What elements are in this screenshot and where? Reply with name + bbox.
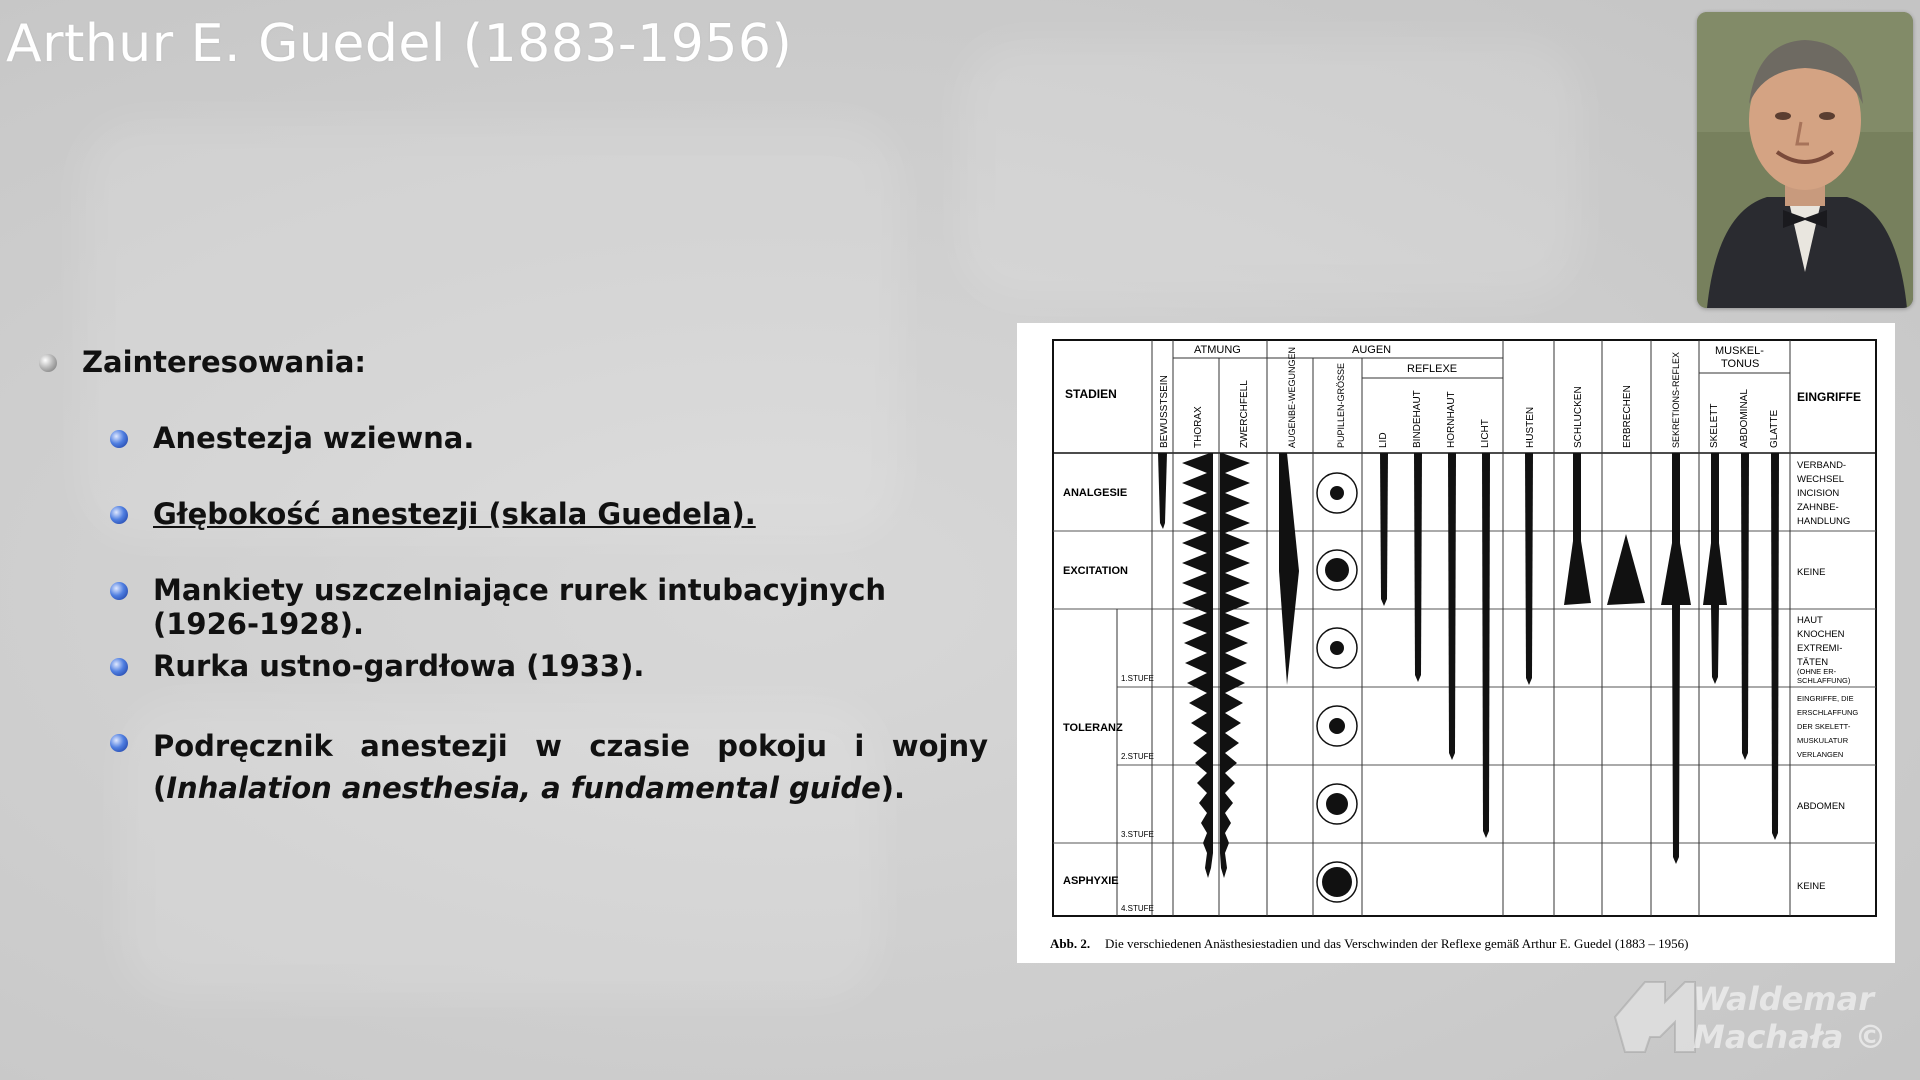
list-item-text: Podręcznik anestezji w czasie pokoju i wojny ( (153, 729, 988, 805)
bullet-icon (110, 582, 128, 600)
guedel-chart (1017, 323, 1895, 963)
licht-bar (1482, 453, 1490, 838)
col-glatte: GLATTE (1769, 409, 1780, 448)
col-thorax: THORAX (1193, 406, 1204, 448)
stage-asphyxie: ASPHYXIE (1063, 875, 1119, 887)
col-skelett: SKELETT (1709, 403, 1720, 448)
header-eingriffe: EINGRIFFE (1797, 390, 1862, 404)
stage-analgesie: ANALGESIE (1063, 487, 1128, 499)
list-item (153, 725, 988, 809)
eingriffe-r4-l1: EINGRIFFE, DIE (1797, 694, 1854, 703)
header-atmung: ATMUNG (1194, 344, 1241, 356)
bullet-icon (110, 506, 128, 524)
watermark-line-2: Machała © (1693, 1018, 1887, 1056)
eingriffe-r6: KEINE (1797, 881, 1826, 892)
eingriffe-r4-l5: VERLANGEN (1797, 750, 1844, 759)
col-pupillengroesse: PUPILLEN-GRÖSSE (1336, 362, 1346, 448)
eingriffe-r5: ABDOMEN (1797, 801, 1846, 812)
sekretionsreflex-bar (1661, 453, 1691, 864)
abdominal-bar (1741, 453, 1749, 760)
eingriffe-r1-l3: INCISION (1797, 488, 1840, 499)
eingriffe-r1-l1: VERBAND- (1797, 460, 1847, 471)
list-heading: Zainteresowania: (82, 345, 366, 379)
col-abdominal: ABDOMINAL (1739, 389, 1750, 448)
stage-toleranz: TOLERANZ (1063, 722, 1123, 734)
col-bewusstsein: BEWUSSTSEIN (1159, 375, 1170, 448)
eingriffe-r3-l3: EXTREMI- (1797, 643, 1843, 654)
col-husten: HUSTEN (1525, 406, 1536, 448)
col-licht: LICHT (1480, 419, 1491, 448)
col-sekretionsreflex: SEKRETIONS-REFLEX (1671, 351, 1681, 448)
portrait-drawing (1697, 12, 1913, 308)
header-muskeltonus-2: TONUS (1721, 358, 1760, 370)
eingriffe-r4-l3: DER SKELETT- (1797, 722, 1851, 731)
bewusstsein-bar (1158, 453, 1167, 529)
background-blur (960, 40, 1580, 300)
eingriffe-r3-l6: SCHLAFFUNG) (1797, 676, 1851, 685)
glatte-bar (1771, 453, 1779, 840)
col-erbrechen: ERBRECHEN (1622, 385, 1633, 448)
list-item: Rurka ustno-gardłowa (1933). (153, 649, 645, 683)
eingriffe-r3-l5: (OHNE ER- (1797, 667, 1837, 676)
guedel-stages-figure (1017, 323, 1895, 963)
bullet-icon (110, 658, 128, 676)
husten-bar (1525, 453, 1533, 685)
eingriffe-r1-l4: ZAHNBE- (1797, 502, 1839, 513)
bullet-icon (39, 354, 57, 372)
eingriffe-r1-l5: HANDLUNG (1797, 516, 1851, 527)
bindehaut-bar (1414, 453, 1422, 682)
augenbewegungen-bar (1279, 453, 1299, 685)
eingriffe-r4-l2: ERSCHLAFFUNG (1797, 708, 1859, 717)
erbrechen-bar (1607, 534, 1645, 605)
skelett-bar (1703, 453, 1727, 684)
list-item: Mankiety uszczelniające rurek intubacyjnych (1926-1928). (153, 573, 887, 641)
guedel-scale-link[interactable]: Głębokość anestezji (skala Guedela). (153, 497, 756, 531)
stage-stufe-1: 1.STUFE (1121, 674, 1154, 683)
col-augenbewegungen: AUGENBE-WEGUNGEN (1287, 346, 1297, 448)
author-watermark (1605, 972, 1905, 1062)
figure-caption-label: Abb. 2. (1050, 936, 1091, 951)
list-item: Anestezja wziewna. (153, 421, 475, 455)
col-hornhaut: HORNHAUT (1446, 391, 1457, 448)
stage-excitation: EXCITATION (1063, 565, 1128, 577)
watermark-line-1: Waldemar (1693, 980, 1875, 1018)
bullet-icon (110, 734, 128, 752)
figure-caption: Die verschiedenen Anästhesiestadien und das Verschwinden der Reflexe gemäß Arthur E. Guedel (1883 – 1956) (1105, 936, 1689, 951)
eingriffe-r3-l4: TÄTEN (1797, 657, 1829, 668)
col-zwerchfell: ZWERCHFELL (1239, 380, 1250, 448)
col-schlucken: SCHLUCKEN (1573, 386, 1584, 448)
portrait-image (1697, 12, 1913, 308)
eingriffe-r4-l4: MUSKULATUR (1797, 736, 1849, 745)
zwerchfell-zigzag (1220, 453, 1250, 878)
col-lid: LID (1378, 432, 1389, 448)
header-stadien: STADIEN (1065, 387, 1117, 401)
background-blur (80, 120, 900, 540)
list-item-text-end: ). (880, 771, 906, 805)
header-muskeltonus: MUSKEL- (1715, 345, 1764, 357)
stage-stufe-4: 4.STUFE (1121, 904, 1154, 913)
eingriffe-r2: KEINE (1797, 567, 1826, 578)
eingriffe-r3-l2: KNOCHEN (1797, 629, 1845, 640)
book-title: Inhalation anesthesia, a fundamental guide (166, 771, 881, 805)
bullet-icon (110, 430, 128, 448)
stage-stufe-2: 2.STUFE (1121, 752, 1154, 761)
thorax-zigzag (1182, 453, 1213, 878)
slide-title: Arthur E. Guedel (1883-1956) (6, 14, 793, 74)
schlucken-bar (1564, 453, 1591, 605)
header-augen: AUGEN (1352, 344, 1392, 356)
stage-stufe-3: 3.STUFE (1121, 830, 1154, 839)
eingriffe-r3-l1: HAUT (1797, 615, 1823, 626)
hornhaut-bar (1448, 453, 1456, 760)
eingriffe-r1-l2: WECHSEL (1797, 474, 1844, 485)
header-reflexe: REFLEXE (1407, 363, 1458, 375)
lid-bar (1380, 453, 1388, 606)
col-bindehaut: BINDEHAUT (1412, 390, 1423, 448)
